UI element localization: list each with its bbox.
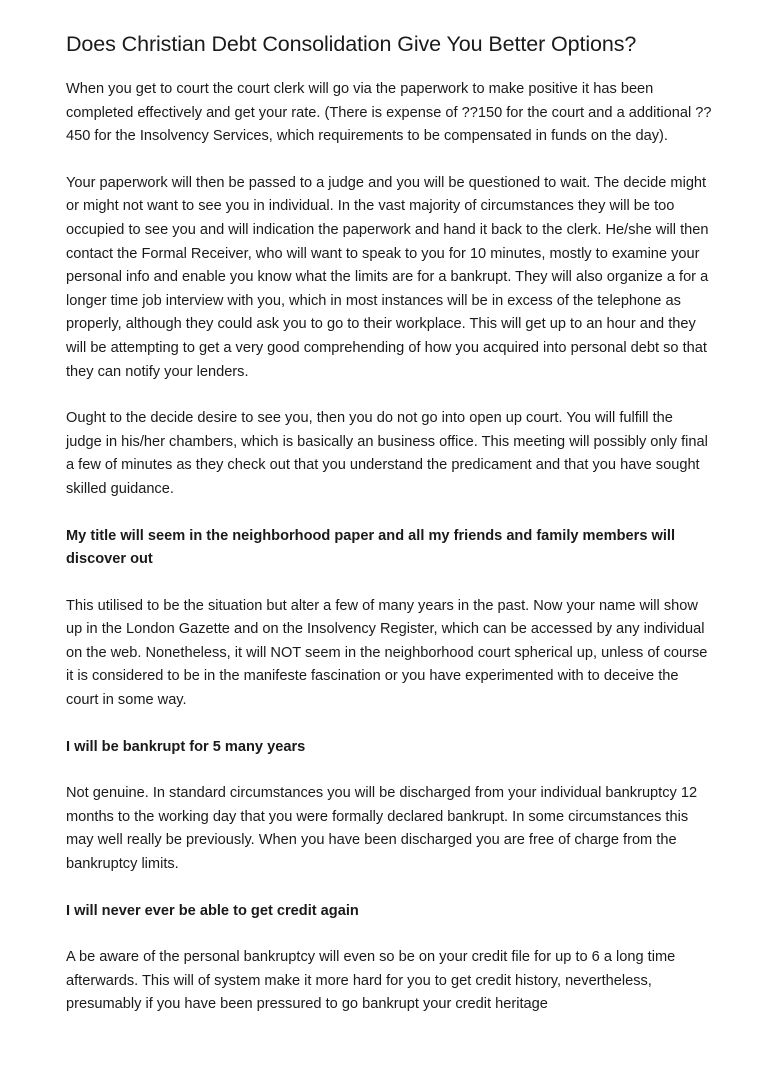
section-heading-credit: I will never ever be able to get credit again bbox=[66, 902, 359, 919]
paragraph-credit-file: A be aware of the personal bankruptcy will even so be on your credit file for up to 6 a long time afterwards. This will of system make it more hard for you to get credit history, nevertheless, presumably if you have been pressured to go bankrupt your credit heritage bbox=[66, 949, 676, 1013]
section-heading-newspaper: My title will seem in the neighborhood paper and all my friends and family members will discover out bbox=[66, 527, 676, 568]
paragraph-judge-chambers: Ought to the decide desire to see you, then you do not go into open up court. You will fulfill the judge in his/her chambers, which is basically an business office. This meeting will possibly only final a few of minutes as they check out that you understand the predicament and that you have sought skilled guidance. bbox=[66, 410, 708, 497]
paragraph-discharge: Not genuine. In standard circumstances you will be discharged from your individual bankruptcy 12 months to the working day that you were formally declared bankrupt. In some circumstances this may well really be previously. When you have been discharged you are free of charge from the bankruptcy limits. bbox=[66, 785, 698, 873]
paragraph-judge-paperwork: Your paperwork will then be passed to a judge and you will be questioned to wait. The decide might or might not want to see you in individual. In the vast majority of circumstances they will be too occupied to see you and will indication the paperwork and hand it back to the clerk. He/she will then contact the Formal Receiver, who will want to speak to you for 10 minutes, mostly to examine your personal info and enable you know what the limits are for a bankrupt. They will also organize a for a longer time job interview with you, which in most instances will be in excess of the telephone as properly, although they could ask you to go to their workplace. This will get up to an hour and they will be attempting to get a very good comprehending of how you acquired into personal debt so that they can notify your lenders. bbox=[66, 174, 709, 380]
paragraph-london-gazette: This utilised to be the situation but alter a few of many years in the past. Now your name will show up in the London Gazette and on the Insolvency Register, which can be accessed by any individual on the web. Nonetheless, it will NOT seem in the neighborhood court spherical up, unless of course it is considered to be in the manifeste fascination or you have experimented with to deceive the court in some way. bbox=[66, 597, 708, 709]
section-heading-bankrupt-years: I will be bankrupt for 5 many years bbox=[66, 738, 306, 755]
page-title: Does Christian Debt Consolidation Give You Better Options? bbox=[66, 32, 637, 56]
paragraph-court-clerk: When you get to court the court clerk will go via the paperwork to make positive it has been completed effectively and get your rate. (There is expense of ??150 for the court and a additional ??450 for the Insolvency Services, which requirements to be compensated in funds on the day). bbox=[66, 81, 712, 145]
